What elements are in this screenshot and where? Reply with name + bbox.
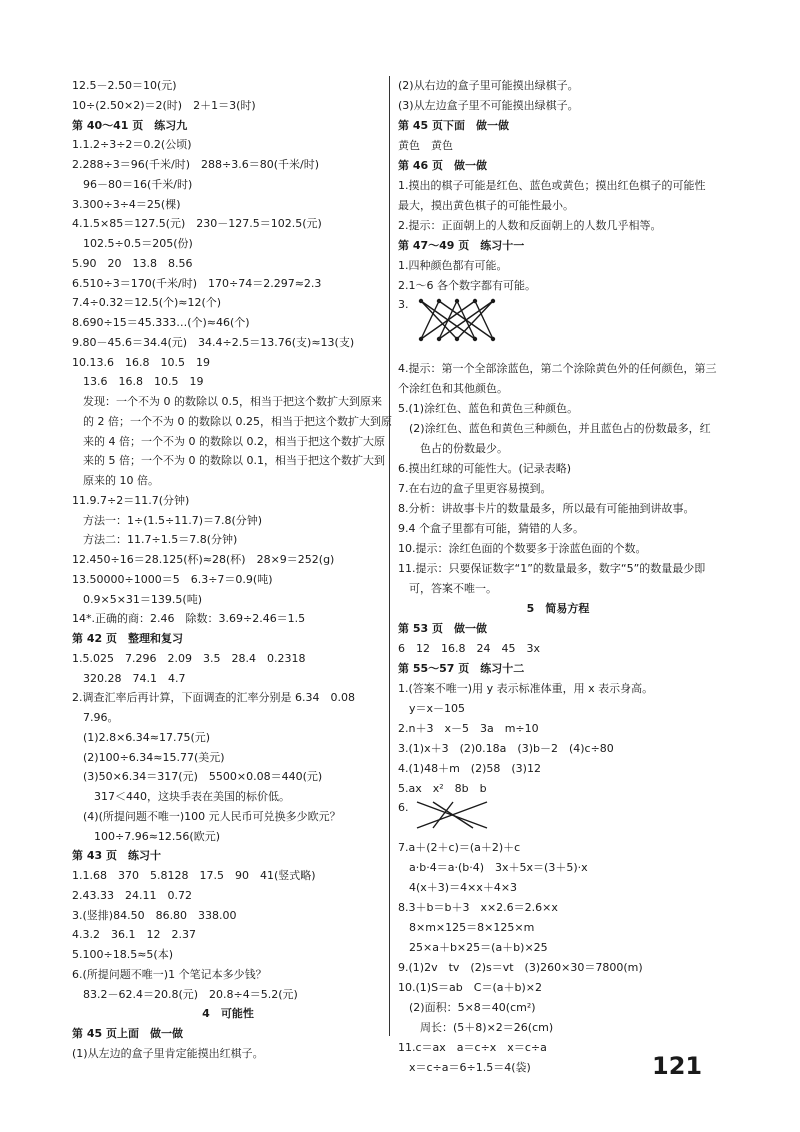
- answer-line: [398, 878, 718, 898]
- line-text: 2.提示：正面朝上的人数和反面朝上的人数几乎相等。: [398, 218, 662, 232]
- line-text: 第 45 页下面 做一做: [398, 118, 509, 132]
- answer-line: [398, 459, 718, 479]
- answer-line: [72, 135, 384, 155]
- line-text: 320.28 74.1 4.7: [83, 671, 186, 685]
- left-column: [72, 76, 392, 1064]
- answer-line: [398, 759, 718, 779]
- answer-line: [72, 985, 384, 1005]
- answer-line: [398, 295, 718, 359]
- answer-line: [398, 519, 718, 539]
- matching-dot: [472, 337, 476, 341]
- line-text: 黄色 黄色: [398, 138, 453, 152]
- answer-line: [72, 511, 384, 531]
- answer-line: [72, 866, 384, 886]
- answer-line: [72, 76, 384, 96]
- answer-line: [72, 491, 384, 511]
- answer-line: [398, 276, 718, 296]
- answer-line: [72, 787, 384, 807]
- line-text: 6 12 16.8 24 45 3x: [398, 641, 540, 655]
- line-text: 原来的 10 倍。: [83, 474, 159, 487]
- matching-dot: [436, 337, 440, 341]
- line-text: (4)(所提问题不唯一)100 元人民币可兑换多少欧元？: [83, 809, 341, 823]
- line-text: 发现：一个不为 0 的数除以 0.5，相当于把这个数扩大到原来: [83, 395, 382, 408]
- matching-diagram-3: [413, 295, 503, 345]
- line-text: 317＜440，这块手表在美国的标价低。: [94, 790, 290, 803]
- line-text: 5.100÷18.5≈5(本): [72, 948, 173, 961]
- answer-line: [72, 313, 384, 333]
- line-text: y＝x－105: [409, 701, 466, 715]
- line-text: (2)面积：5×8＝40(cm²): [409, 1001, 536, 1015]
- line-text: 来的 5 倍；一个不为 0 的数除以 0.1，相当于把这个数扩大到: [83, 454, 385, 468]
- answer-line: [72, 412, 392, 432]
- section-heading: [72, 1024, 384, 1044]
- line-text: x＝c÷a＝6÷1.5＝4(袋): [409, 1060, 531, 1074]
- line-text: 8.690÷15＝45.333…(个)≈46(个): [72, 316, 250, 329]
- answer-line: [72, 175, 384, 195]
- line-text: 第 40～41 页 练习九: [72, 118, 188, 132]
- answer-line: [398, 439, 718, 459]
- answer-line: [398, 958, 718, 978]
- answer-line: [72, 471, 384, 491]
- line-text: 第 55～57 页 练习十二: [398, 661, 525, 675]
- section-heading: [398, 156, 718, 176]
- answer-line: [398, 739, 718, 759]
- line-text: 第 46 页 做一做: [398, 158, 487, 172]
- line-text: (2)从右边的盒子里可能摸出绿棋子。: [398, 79, 579, 92]
- line-text: 8.3＋b＝b＋3 x×2.6＝2.6×x: [398, 901, 558, 915]
- section-heading: [398, 116, 718, 136]
- answer-line: [398, 419, 718, 439]
- line-text: 色占的份数最少。: [420, 442, 508, 456]
- answer-line: [72, 590, 384, 610]
- answer-line: [72, 906, 384, 926]
- line-text: 7.在右边的盒子里更容易摸到。: [398, 482, 552, 496]
- section-heading: [398, 236, 718, 256]
- answer-line: [72, 945, 384, 965]
- answer-line: [398, 359, 718, 379]
- line-text: 方法一：1÷(1.5÷11.7)＝7.8(分钟): [83, 513, 263, 527]
- line-text: 9.80－45.6＝34.4(元) 34.4÷2.5＝13.76(支)≈13(支): [72, 335, 355, 349]
- answer-line: [72, 688, 384, 708]
- answer-line: [72, 965, 384, 985]
- line-text: 9.(1)2v tv (2)s＝vt (3)260×30＝7800(m): [398, 961, 643, 975]
- line-text: 4.3.2 36.1 12 2.37: [72, 928, 196, 942]
- matching-dot: [472, 299, 476, 303]
- answer-line: [72, 293, 384, 313]
- answer-line: [72, 274, 384, 294]
- line-text: 96－80＝16(千米/时): [83, 177, 193, 191]
- answer-line: [72, 767, 384, 787]
- answer-line: [72, 570, 384, 590]
- line-text: 3.(竖排)84.50 86.80 338.00: [72, 908, 237, 922]
- line-text: 11.c＝ax a＝c÷x x＝c÷a: [398, 1040, 547, 1054]
- line-text: 2.n＋3 x－5 3a m÷10: [398, 721, 539, 735]
- line-text: 1.摸出的棋子可能是红色、蓝色或黄色；摸出红色棋子的可能性: [398, 178, 706, 192]
- line-text: 的 2 倍；一个不为 0 的数除以 0.25，相当于把这个数扩大到原: [83, 414, 392, 428]
- answer-line: [398, 76, 718, 96]
- line-text: 100÷7.96≈12.56(欧元): [94, 829, 220, 843]
- answer-line: [72, 155, 384, 175]
- line-text: 第 53 页 做一做: [398, 621, 487, 635]
- line-text: 2.1～6 各个数字都有可能。: [398, 278, 536, 292]
- line-text: 2.调查汇率后再计算，下面调查的汇率分别是 6.34 0.08: [72, 691, 355, 705]
- answer-line: [398, 1018, 718, 1038]
- answer-line: [398, 898, 718, 918]
- answer-line: [72, 254, 384, 274]
- line-text: 12.5－2.50＝10(元): [72, 79, 177, 92]
- line-text: 11.9.7÷2＝11.7(分钟): [72, 493, 190, 507]
- line-text: 3.(1)x＋3 (2)0.18a (3)b－2 (4)c÷80: [398, 741, 614, 755]
- matching-line: [457, 301, 493, 339]
- matching-dot: [490, 337, 494, 341]
- answer-line: [398, 136, 718, 156]
- line-text: 1.(答案不唯一)用 y 表示标准体重，用 x 表示身高。: [398, 681, 654, 695]
- section-heading: [398, 659, 718, 679]
- line-text: 5.ax x² 8b b: [398, 781, 487, 795]
- line-text: 3.300÷3÷4＝25(棵): [72, 197, 181, 211]
- answer-line: [72, 432, 384, 452]
- answer-line: [398, 256, 718, 276]
- answer-line: [72, 827, 384, 847]
- answer-line: [72, 728, 384, 748]
- section-heading: [398, 619, 718, 639]
- line-text: 第 45 页上面 做一做: [72, 1027, 183, 1040]
- answer-line: [72, 214, 384, 234]
- line-text: 2.43.33 24.11 0.72: [72, 888, 192, 902]
- answer-line: [398, 918, 718, 938]
- answer-line: [72, 353, 384, 373]
- answer-line: [398, 798, 718, 838]
- answer-line: [72, 451, 384, 471]
- line-text: 14*.正确的商：2.46 除数：3.69÷2.46＝1.5: [72, 612, 306, 626]
- answer-line: [72, 925, 384, 945]
- answer-line: [398, 858, 718, 878]
- line-text: 10.13.6 16.8 10.5 19: [72, 355, 210, 369]
- answer-line: [398, 379, 718, 399]
- answer-line: [398, 838, 718, 858]
- answer-line: [72, 96, 384, 116]
- answer-line: [398, 216, 718, 236]
- line-text: 10÷(2.50×2)＝2(时) 2＋1＝3(时): [72, 98, 256, 112]
- matching-dot: [490, 299, 494, 303]
- line-text: 13.50000÷1000＝5 6.3÷7＝0.9(吨): [72, 572, 273, 586]
- answer-line: [398, 639, 718, 659]
- answer-line: [72, 1044, 384, 1064]
- line-text: (1)2.8×6.34≈17.75(元): [83, 730, 211, 744]
- line-text: 10.提示：涂红色面的个数要多于涂蓝色面的个数。: [398, 542, 647, 556]
- line-text: 来的 4 倍；一个不为 0 的数除以 0.2，相当于把这个数扩大原: [83, 434, 385, 448]
- line-text: 4.1.5×85＝127.5(元) 230－127.5＝102.5(元): [72, 217, 322, 231]
- answer-line: [398, 719, 718, 739]
- answer-line: [72, 708, 384, 728]
- matching-dot: [454, 337, 458, 341]
- matching-dot: [436, 299, 440, 303]
- line-text: 7.96。: [83, 711, 119, 724]
- line-text: (3)50×6.34＝317(元) 5500×0.08＝440(元): [83, 770, 323, 784]
- right-column: [398, 76, 718, 1078]
- answer-line: [398, 539, 718, 559]
- line-text: 个涂红色和其他颜色。: [398, 382, 508, 396]
- answer-line: [398, 779, 718, 799]
- section-heading: [72, 116, 384, 136]
- section-heading: [72, 1004, 384, 1024]
- answer-line: [398, 399, 718, 419]
- line-text: 83.2－62.4＝20.8(元) 20.8÷4＝5.2(元): [83, 987, 298, 1001]
- line-text: 4 可能性: [202, 1007, 254, 1021]
- answer-line: [398, 699, 718, 719]
- line-text: 6.: [398, 801, 409, 815]
- answer-line: [72, 333, 384, 353]
- answer-line: [398, 579, 718, 599]
- line-text: 1.四种颜色都有可能。: [398, 258, 508, 272]
- answer-line: [72, 234, 384, 254]
- line-text: (2)100÷6.34≈15.77(美元): [83, 750, 225, 764]
- line-text: 最大，摸出黄色棋子的可能性最小。: [398, 198, 574, 212]
- matching-dot: [418, 299, 422, 303]
- answer-line: [72, 748, 384, 768]
- line-text: 2.288÷3＝96(千米/时) 288÷3.6＝80(千米/时): [72, 158, 319, 171]
- line-text: 8.分析：讲故事卡片的数量最多，所以最有可能抽到讲故事。: [398, 502, 695, 516]
- column-divider: [389, 76, 390, 1036]
- line-text: 第 43 页 练习十: [72, 849, 161, 863]
- answer-line: [72, 609, 384, 629]
- answer-line: [72, 195, 384, 215]
- line-text: 11.提示：只要保证数字“1”的数量最多，数字“5”的数量最少即: [398, 562, 706, 576]
- answer-line: [72, 807, 384, 827]
- line-text: 6.(所提问题不唯一)1 个笔记本多少钱？: [72, 967, 267, 981]
- answer-line: [398, 998, 718, 1018]
- line-text: 7.a＋(2＋c)＝(a＋2)＋c: [398, 841, 521, 855]
- line-text: 7.4÷0.32＝12.5(个)≈12(个): [72, 296, 222, 310]
- line-text: 3.: [398, 298, 409, 312]
- line-text: 9.4 个盒子里都有可能，猜错的人多。: [398, 522, 584, 536]
- answer-line: [398, 196, 718, 216]
- answer-line: [72, 392, 384, 412]
- answer-line: [398, 679, 718, 699]
- line-text: 5 简易方程: [526, 601, 590, 615]
- line-text: 1.1.68 370 5.8128 17.5 90 41(竖式略): [72, 869, 316, 882]
- matching-dot: [418, 337, 422, 341]
- line-text: 5.(1)涂红色、蓝色和黄色三种颜色。: [398, 402, 579, 416]
- answer-line: [398, 938, 718, 958]
- answer-line: [72, 649, 384, 669]
- answer-line: [72, 550, 384, 570]
- line-text: 102.5÷0.5＝205(份): [83, 237, 193, 250]
- line-text: 12.450÷16＝28.125(杯)≈28(杯) 28×9＝252(g): [72, 553, 335, 566]
- line-text: 6.510÷3＝170(千米/时) 170÷74＝2.297≈2.3: [72, 276, 322, 290]
- line-text: 1.1.2÷3÷2＝0.2(公顷): [72, 138, 192, 152]
- answer-line: [72, 886, 384, 906]
- answer-line: [398, 499, 718, 519]
- line-text: (3)从左边盒子里不可能摸出绿棋子。: [398, 98, 579, 112]
- line-text: (2)涂红色、蓝色和黄色三种颜色，并且蓝色占的份数最多，红: [409, 422, 711, 436]
- line-text: 方法二：11.7÷1.5＝7.8(分钟): [83, 533, 238, 547]
- line-text: 第 47～49 页 练习十一: [398, 238, 525, 252]
- line-text: 25×a＋b×25＝(a＋b)×25: [409, 941, 548, 955]
- section-heading: [398, 599, 718, 619]
- line-text: 8×m×125＝8×125×m: [409, 921, 535, 935]
- line-text: 4.提示：第一个全部涂蓝色，第二个涂除黄色外的任何颜色，第三: [398, 362, 717, 376]
- answer-line: [398, 559, 718, 579]
- line-text: 10.(1)S＝ab C＝(a＋b)×2: [398, 981, 542, 995]
- line-text: 1.5.025 7.296 2.09 3.5 28.4 0.2318: [72, 651, 306, 665]
- line-text: 0.9×5×31＝139.5(吨): [83, 592, 202, 606]
- line-text: 周长：(5＋8)×2＝26(cm): [420, 1021, 554, 1035]
- matching-line: [421, 301, 457, 339]
- section-heading: [72, 846, 384, 866]
- line-text: 5.90 20 13.8 8.56: [72, 256, 193, 270]
- page-number: 121: [652, 1052, 703, 1080]
- answer-line: [398, 479, 718, 499]
- line-text: 4.(1)48＋m (2)58 (3)12: [398, 761, 541, 775]
- line-text: 4(x＋3)＝4×x＋4×3: [409, 881, 518, 895]
- answer-line: [72, 530, 384, 550]
- matching-diagram-6: [413, 798, 493, 832]
- answer-line: [72, 372, 384, 392]
- line-text: 6.摸出红球的可能性大。(记录表略): [398, 462, 572, 476]
- line-text: 可，答案不唯一。: [409, 581, 497, 595]
- section-heading: [72, 629, 384, 649]
- matching-dot: [454, 299, 458, 303]
- answer-line: [398, 176, 718, 196]
- line-text: a·b·4＝a·(b·4) 3x＋5x＝(3＋5)·x: [409, 861, 588, 875]
- answer-line: [398, 96, 718, 116]
- answer-line: [72, 669, 384, 689]
- matching-line: [433, 802, 473, 828]
- line-text: 第 42 页 整理和复习: [72, 632, 183, 645]
- line-text: (1)从左边的盒子里肯定能摸出红棋子。: [72, 1046, 264, 1060]
- line-text: 13.6 16.8 10.5 19: [83, 375, 204, 389]
- answer-line: [398, 978, 718, 998]
